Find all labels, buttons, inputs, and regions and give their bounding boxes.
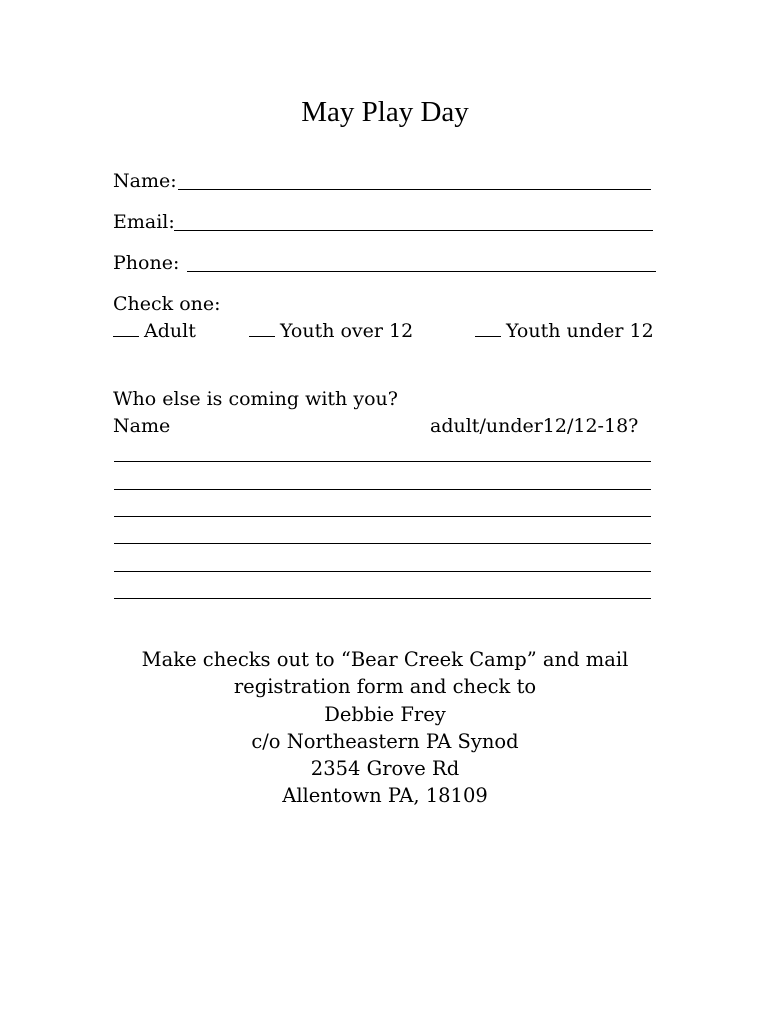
option-youth-over-12[interactable] — [249, 319, 413, 343]
phone-label: Phone: — [113, 252, 180, 274]
option-adult[interactable] — [113, 319, 196, 343]
option-adult-label: Adult — [144, 320, 196, 342]
mailing-line: Debbie Frey — [324, 702, 446, 726]
mailing-line: c/o Northeastern PA Synod — [251, 729, 519, 753]
phone-field[interactable] — [187, 271, 656, 272]
companion-line[interactable] — [114, 598, 651, 599]
companion-line[interactable] — [114, 543, 651, 544]
companion-line[interactable] — [114, 461, 651, 462]
option-youth-under-12[interactable] — [475, 319, 654, 343]
mailing-line: Allentown PA, 18109 — [282, 784, 488, 808]
mailing-line: 2354 Grove Rd — [310, 757, 460, 781]
companion-line[interactable] — [114, 516, 651, 517]
youth-over-12-checkbox-blank[interactable] — [249, 319, 275, 337]
mailing-instructions — [0, 646, 770, 810]
page-title: May Play Day — [301, 96, 469, 128]
option-youth-under-12-label: Youth under 12 — [506, 320, 654, 342]
companion-line[interactable] — [114, 571, 651, 572]
name-field[interactable] — [178, 189, 651, 190]
youth-under-12-checkbox-blank[interactable] — [475, 319, 501, 337]
mailing-line: Make checks out to “Bear Creek Camp” and mail — [141, 648, 629, 671]
companion-name-header: Name — [113, 415, 171, 437]
name-label: Name: — [113, 170, 177, 192]
mailing-line: registration form and check to — [233, 675, 537, 699]
option-youth-over-12-label: Youth over 12 — [280, 320, 414, 342]
adult-checkbox-blank[interactable] — [113, 319, 139, 337]
check-one-label: Check one: — [113, 293, 221, 315]
companion-category-header: adult/under12/12-18? — [430, 415, 639, 437]
companions-question: Who else is coming with you? — [113, 388, 398, 410]
companion-line[interactable] — [114, 489, 651, 490]
email-field[interactable] — [174, 230, 653, 231]
email-label: Email: — [113, 211, 175, 233]
